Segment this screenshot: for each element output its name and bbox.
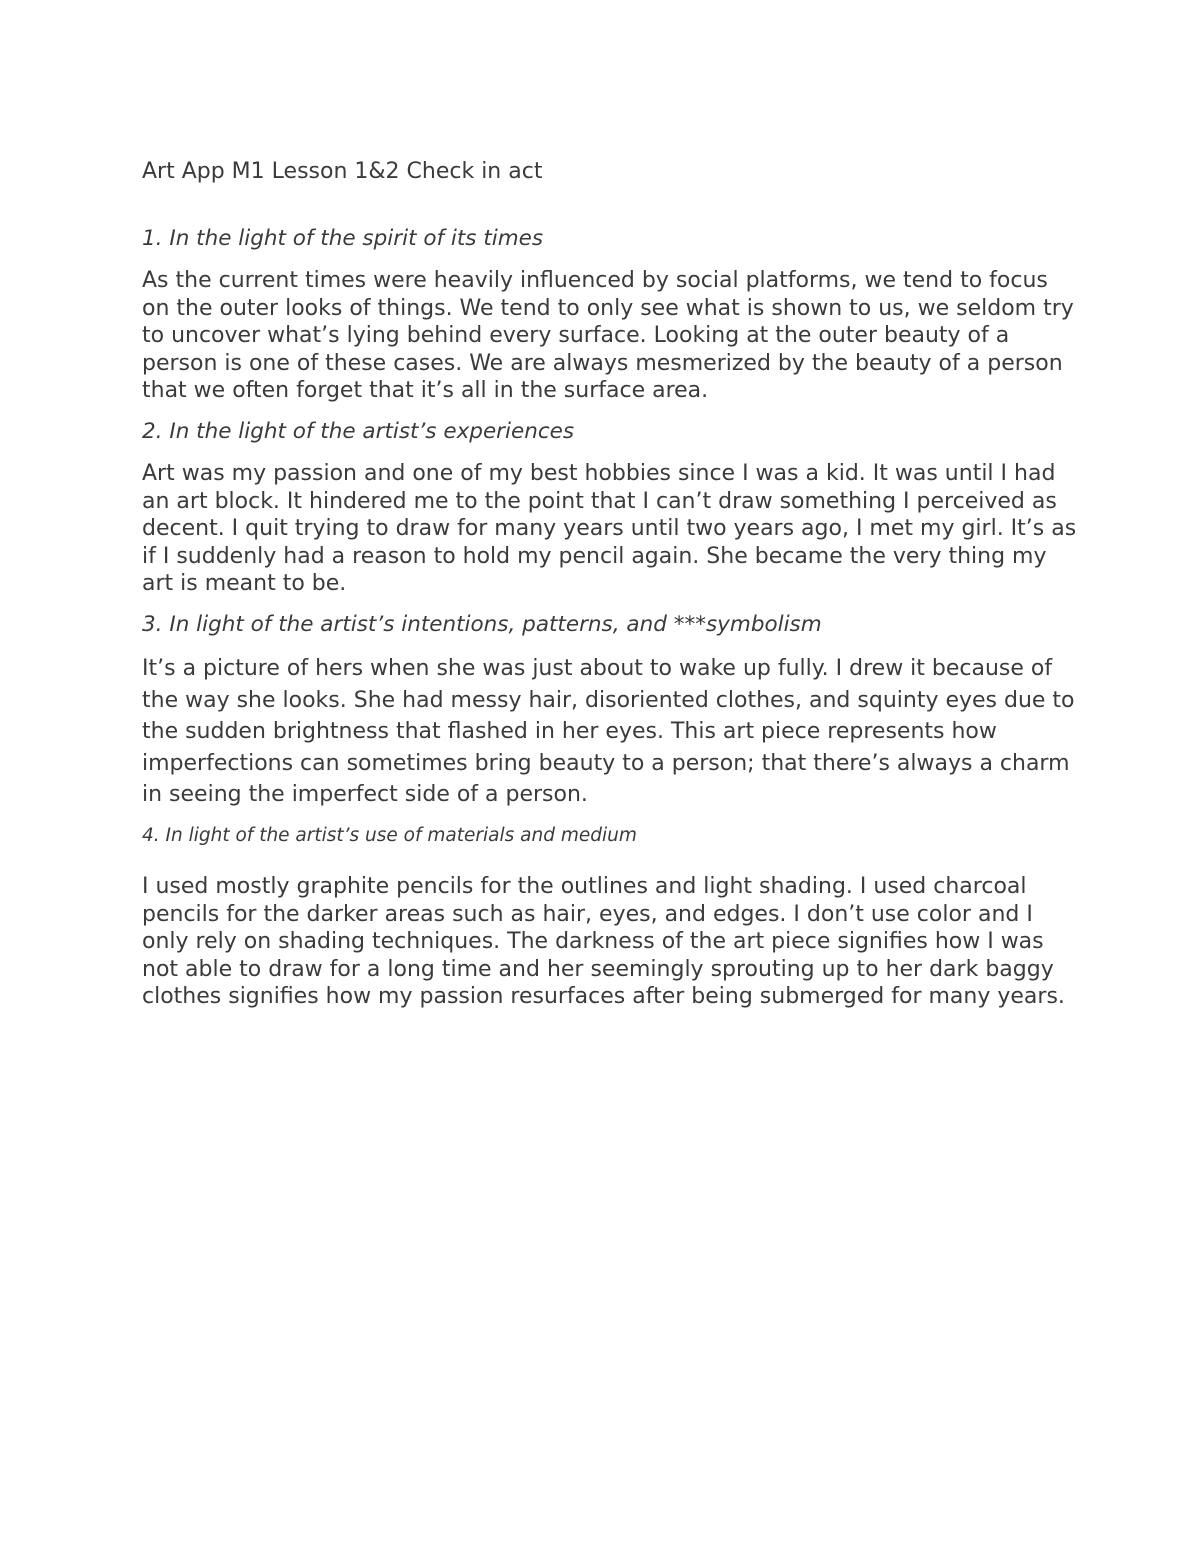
section-4-heading: 4. In light of the artist’s use of materials and medium (142, 824, 637, 846)
section-3-body: It’s a picture of hers when she was just about to wake up fully. I drew it because of the way she looks. She had messy hair, disoriented clothes, and squinty eyes due to the sudden brightness that flashed in her eyes. This art piece represents how imperfections can sometimes bring beauty to a person; that there’s always a charm in seeing the imperfect side of a person. (142, 655, 1075, 808)
section-1-body: As the current times were heavily influenced by social platforms, we tend to focus on the outer looks of things. We tend to only see what is shown to us, we seldom try to uncover what’s lying behind every surface. Looking at the outer beauty of a person is one of these cases. We are always mesmerized by the beauty of a person that we often forget that it’s all in the surface area. (142, 268, 1074, 404)
section-3-heading: 3. In light of the artist’s intentions, patterns, and ***symbolism (142, 611, 822, 637)
document-title: Art App M1 Lesson 1&2 Check in act (142, 159, 543, 184)
section-1-heading: 1. In the light of the spirit of its times (142, 226, 544, 251)
section-2-body: Art was my passion and one of my best hobbies since I was a kid. It was until I had an art block. It hindered me to the point that I can’t draw something I perceived as decent. I quit trying to draw for many years until two years ago, I met my girl. It’s as if I suddenly had a reason to hold my pencil again. She became the very thing my art is meant to be. (142, 460, 1077, 597)
section-2-heading: 2. In the light of the artist’s experiences (142, 418, 575, 444)
document-body (142, 155, 1082, 1023)
section-4-body: I used mostly graphite pencils for the outlines and light shading. I used charcoal pencils for the darker areas such as hair, eyes, and edges. I don’t use color and I only rely on shading techniques. The darkness of the art piece signifies how I was not able to draw for a long time and her seemingly sprouting up to her dark baggy clothes signifies how my passion resurfaces after being submerged for many years. (142, 873, 1065, 1010)
